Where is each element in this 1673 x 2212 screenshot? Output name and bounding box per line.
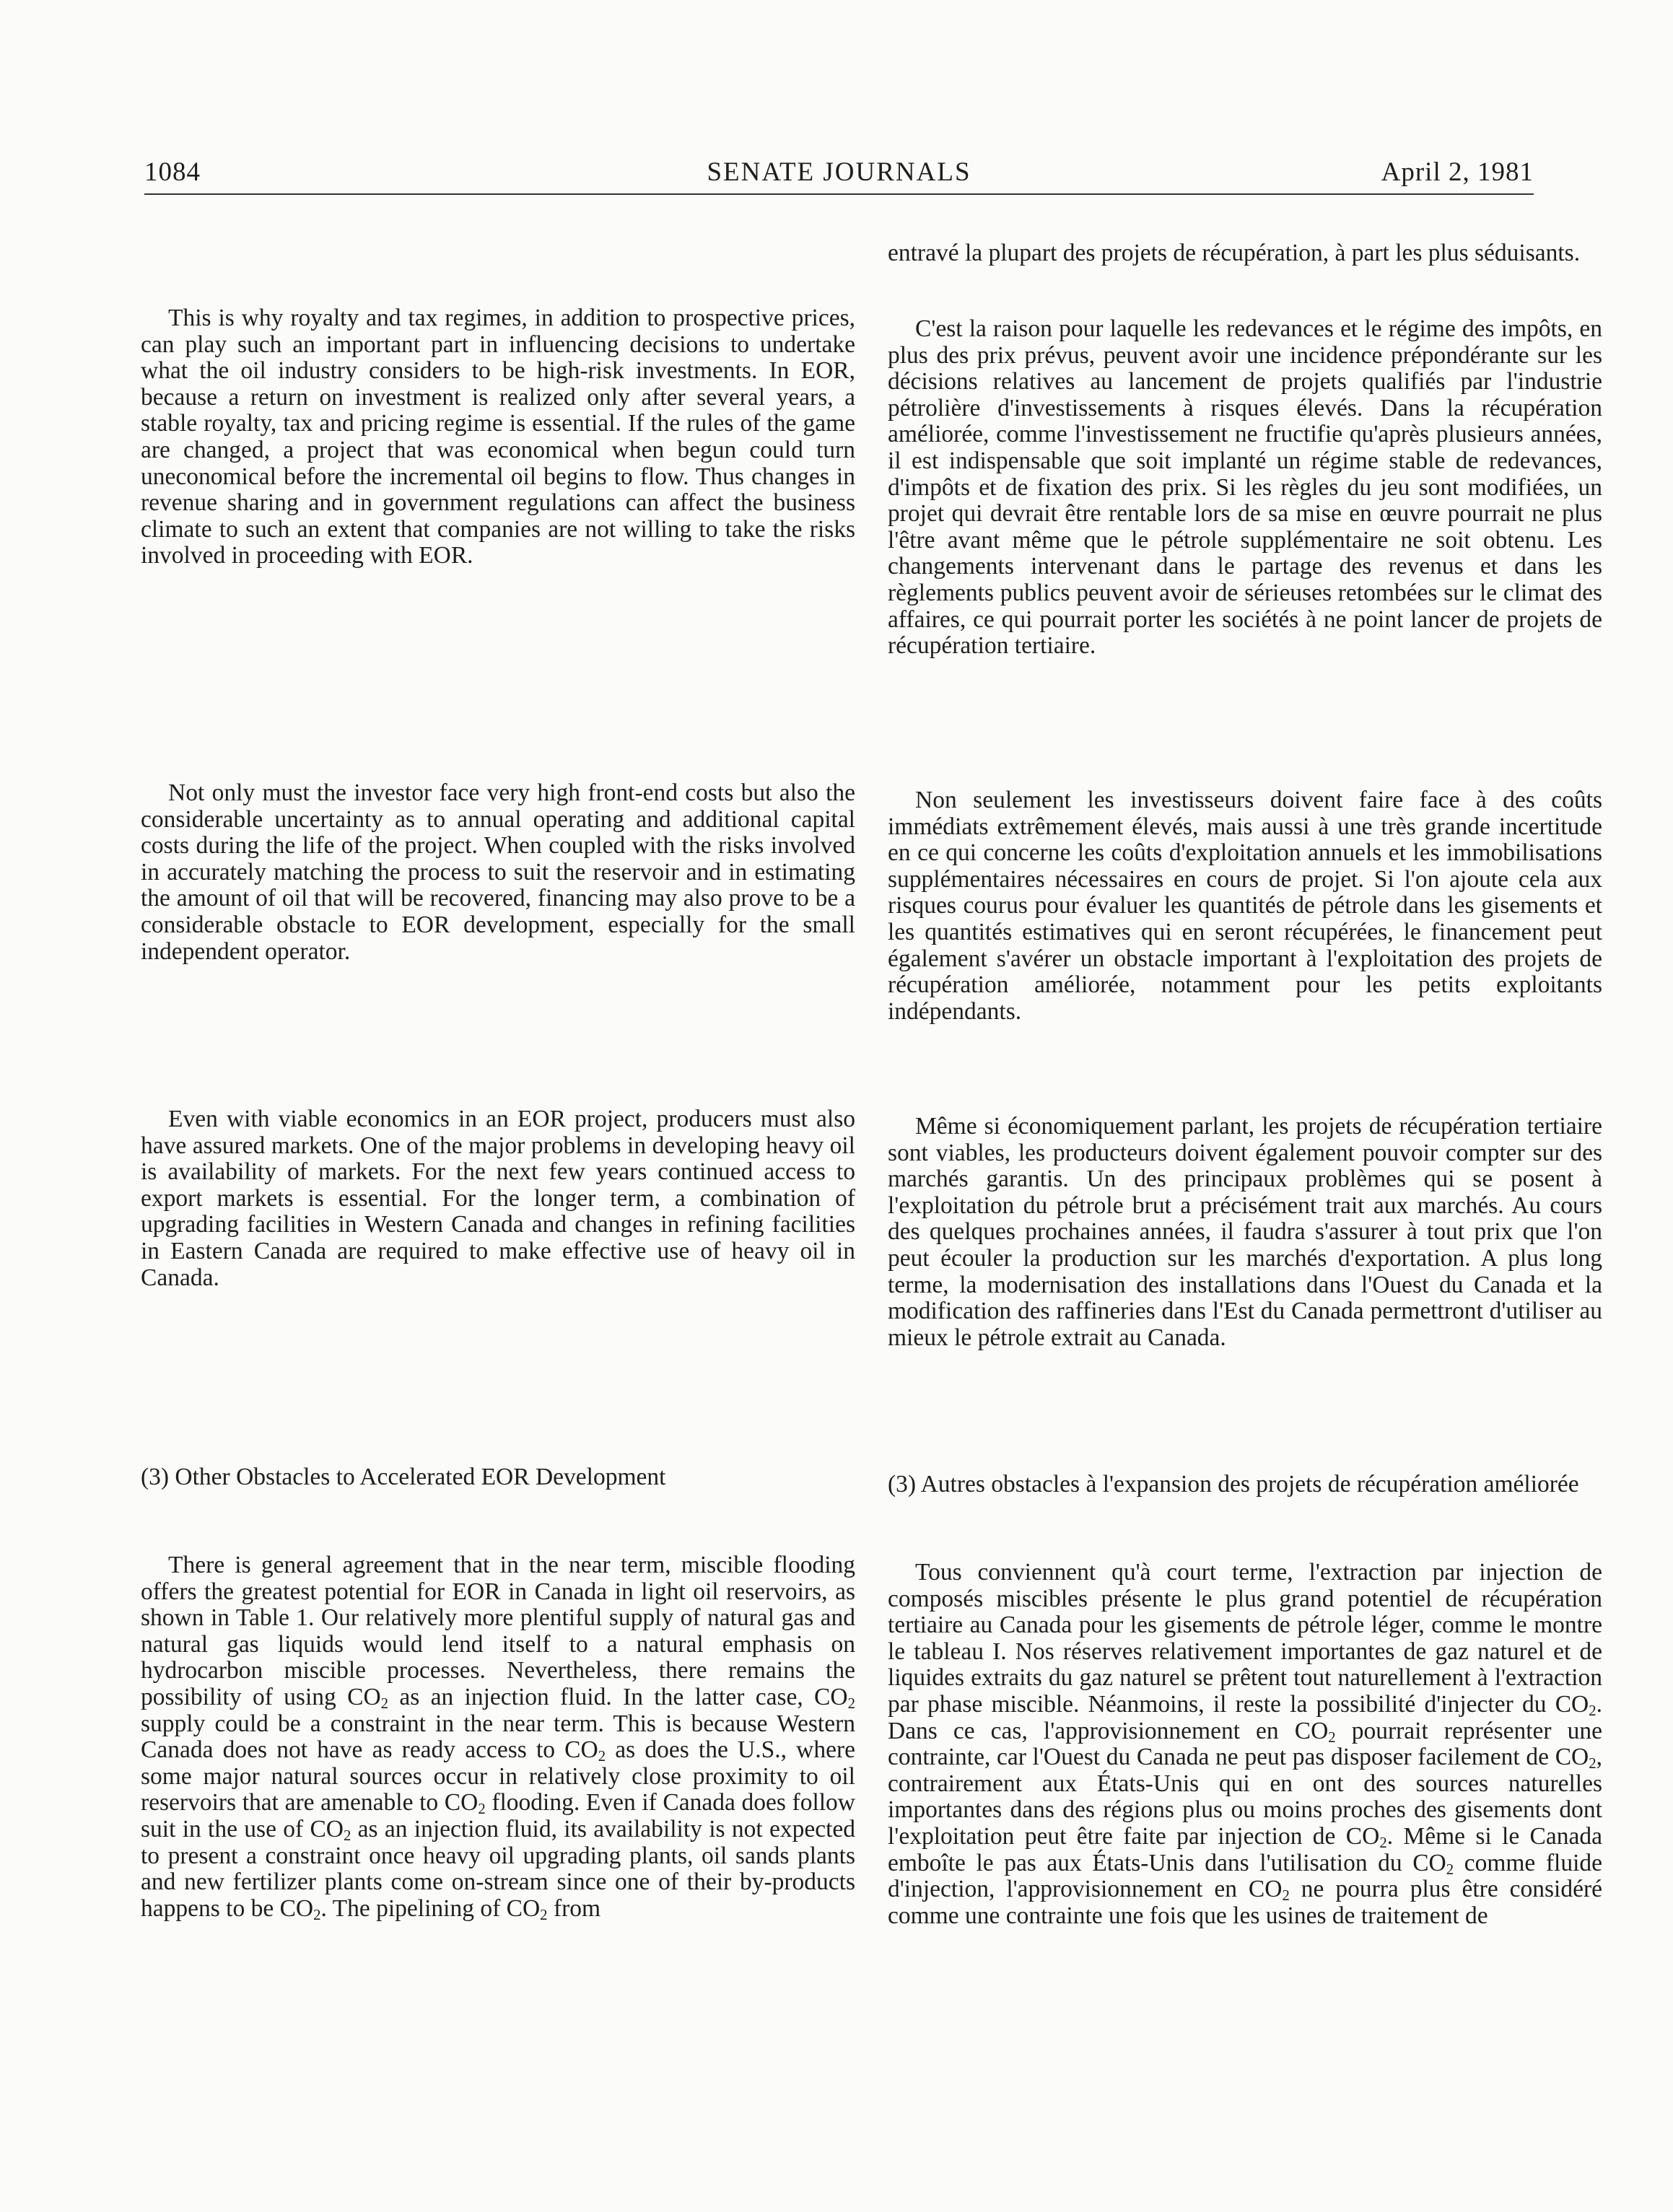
fr-paragraph-redevances: C'est la raison pour laquelle les redevances et le régime des impôts, en plus des prix prévus, peuvent avoir une incidence prépondérante sur les décisions relatives au lancement de projets qualifiés par l'industrie pétrolière d'investissements à risques élevés. Dans la récupération améliorée, comme l'investissement ne fructifie qu'après plusieurs années, il est indispensable que soit implanté un régime stable de redevances, d'impôts et de fixation des prix. Si les règles du jeu sont modifiées, un projet qui devrait être rentable lors de sa mise en œuvre pourrait ne plus l'être avant même que le pétrole supplémentaire ne soit obtenu. Les changements intervenant dans le partage des revenus et dans les règlements publics peuvent avoir de sérieuses retombées sur le climat des affaires, ce qui pourrait porter les sociétés à ne point lancer de projets de récupération tertiaire. [888,315,1602,660]
en-paragraph-miscible-flooding: There is general agreement that in the near term, miscible flooding offers the greatest potential for EOR in Canada in light oil reservoirs, as shown in Table 1. Our relatively more plentiful supply of natural gas and natural gas liquids would lend itself to a natural emphasis on hydrocarbon miscible processes. Nevertheless, there remains the possibility of using $CO_2$ as an injection fluid. In the latter case, $CO_2$ supply could be a constraint in the near term. This is because Western Canada does not have as ready access to $CO_2$ as does the U.S., where some major natural sources occur in relatively close proximity to oil reservoirs that are amenable to $CO_2$ flooding. Even if Canada does follow suit in the use of $CO_2$ as an injection fluid, its availability is not expected to present a constraint once heavy oil upgrading plants, oil sands plants and new fertilizer plants come on-stream since one of their by-products happens to be $CO_2$. The pipelining of $CO_2$ from [141,1552,855,1923]
fr-section-heading: (3) Autres obstacles à l'expansion des projets de récupération améliorée [888,1471,1579,1498]
journal-title: SENATE JOURNALS [707,157,971,187]
page-header [144,150,1534,195]
fr-paragraph-marches: Même si économiquement parlant, les projets de récupération tertiaire sont viables, les producteurs doivent également pouvoir compter sur des marchés garantis. Un des principaux problèmes qui se posent à l'exploitation du pétrole brut a précisément trait aux marchés. Au cours des quelques prochaines années, il faudra s'assurer à tout prix que l'on peut écouler la production sur les marchés d'exportation. A plus long terme, la modernisation des installations dans l'Ouest du Canada et la modification des raffineries dans l'Est du Canada permettront d'utiliser au mieux le pétrole extrait au Canada. [888,1113,1602,1351]
fr-paragraph-continued: entravé la plupart des projets de récupération, à part les plus séduisants. [888,240,1581,266]
en-paragraph-front-end-costs: Not only must the investor face very high front-end costs but also the considerable uncertainty as to annual operating and additional capital costs during the life of the project. When coupled with the risks involved in accurately matching the process to suit the reservoir and in estimating the amount of oil that will be recovered, financing may also prove to be a considerable obstacle to EOR development, especially for the small independent operator. [141,779,855,965]
en-paragraph-markets: Even with viable economics in an EOR project, producers must also have assured markets. One of the major problems in developing heavy oil is availability of markets. For the next few years continued access to export markets is essential. For the longer term, a combination of upgrading facilities in Western Canada and changes in refining facilities in Eastern Canada are required to make effective use of heavy oil in Canada. [141,1106,855,1291]
en-paragraph-royalty: This is why royalty and tax regimes, in addition to prospective prices, can play such an important part in influencing decisions to undertake what the oil industry considers to be high-risk investments. In EOR, because a return on investment is realized only after several years, a stable royalty, tax and pricing regime is essential. If the rules of the game are changed, a project that was economical when begun could turn uneconomical before the incremental oil begins to flow. Thus changes in revenue sharing and in government regulations can affect the business climate to such an extent that companies are not willing to take the risks involved in proceeding with EOR. [141,305,855,569]
fr-paragraph-couts: Non seulement les investisseurs doivent faire face à des coûts immédiats extrêmement élevés, mais aussi à une très grande incertitude en ce qui concerne les coûts d'exploitation annuels et les immobilisations supplémentaires nécessaires en cours de projet. Si l'on ajoute cela aux risques courus pour évaluer les quantités de pétrole dans les gisements et les quantités estimatives qui en seront récupérées, le financement peut également s'avérer un obstacle important à l'exploitation des projets de récupération améliorée, notamment pour les petits exploitants indépendants. [888,787,1602,1025]
en-section-heading: (3) Other Obstacles to Accelerated EOR Development [141,1464,666,1490]
fr-paragraph-injection: Tous conviennent qu'à court terme, l'extraction par injection de composés miscibles présente le plus grand potentiel de récupération tertiaire au Canada pour les gisements de pétrole léger, comme le montre le tableau I. Nos réserves relativement importantes de gaz naturel et de liquides extraits du gaz naturel se prêtent tout naturellement à l'extraction par phase miscible. Néanmoins, il reste la possibilité d'injecter du $CO_2$. Dans ce cas, l'approvisionnement en $CO_2$ pourrait représenter une contrainte, car l'Ouest du Canada ne peut pas disposer facilement de $CO_2$, contrairement aux États-Unis qui en ont des sources naturelles importantes dans des régions plus ou moins proches des gisements dont l'exploitation peut être faite par injection de $CO_2$. Même si le Canada emboîte le pas aux États-Unis dans l'utilisation du $CO_2$ comme fluide d'injection, l'approvisionnement en $CO_2$ ne pourra plus être considéré comme une contrainte une fois que les usines de traitement de [888,1559,1603,1929]
page-number: 1084 [144,157,201,187]
journal-date: April 2, 1981 [1381,157,1534,187]
